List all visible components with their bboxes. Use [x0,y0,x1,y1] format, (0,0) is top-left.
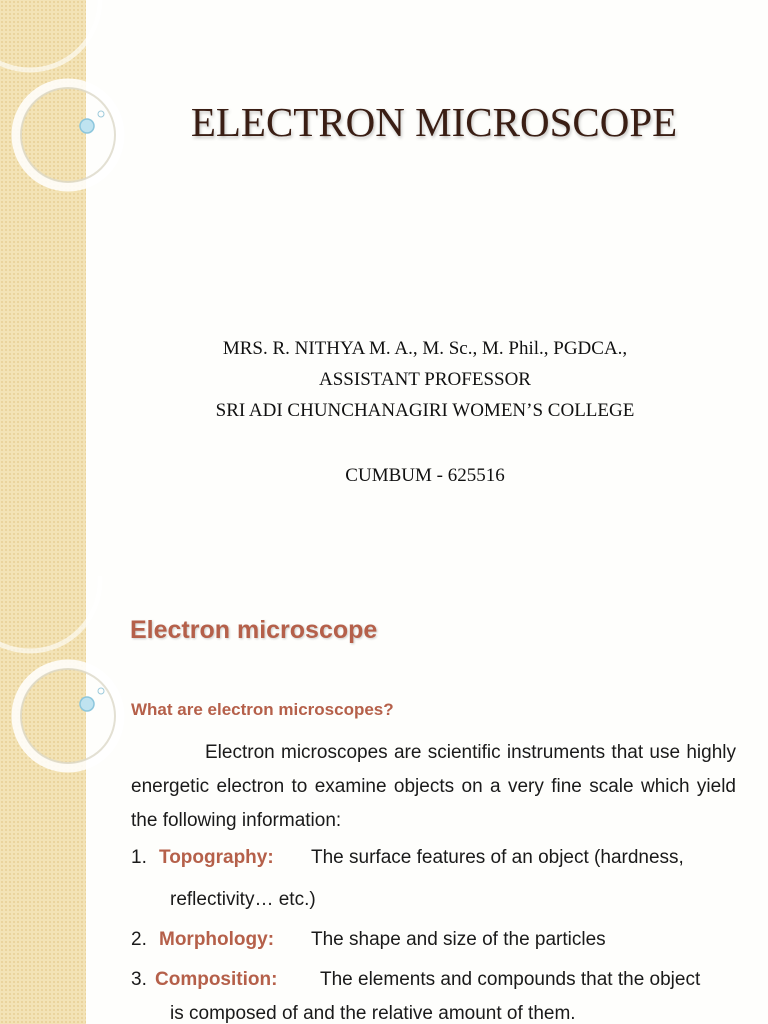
intro-text: Electron microscopes are scientific instruments that use highly energetic electron to examine objects on a very fine scale which yield the following information: [131,742,736,831]
college-line: SRI ADI CHUNCHANAGIRI WOMEN’S COLLEGE [215,400,635,421]
content-slide [0,576,768,1024]
location-line: CUMBUM - 625516 [345,465,505,486]
item-term: Topography: [159,847,274,868]
item-number: 1. [131,847,147,868]
list-item [131,847,736,869]
item-number: 3. [131,969,147,990]
item-term: Morphology: [159,929,275,950]
item-number: 2. [131,929,147,950]
slide-heading: Electron microscope [130,616,378,644]
slide-title: ELECTRON MICROSCOPE [190,99,678,145]
item-continuation: reflectivity… etc.) [170,889,316,910]
item-description: The elements and compounds that the object [320,969,701,990]
item-term: Composition: [155,969,278,990]
bullet-dot-icon [80,697,94,711]
list-item [131,929,736,951]
decorative-rings [0,0,140,220]
author-line: MRS. R. NITHYA M. A., M. Sc., M. Phil., PGDCA., [222,338,628,359]
bullet-dot-icon [80,119,94,133]
list-item [131,969,736,991]
item-description: The surface features of an object (hardness, [311,847,684,868]
item-continuation: is composed of and the relative amount of them. [170,1003,576,1024]
item-description: The shape and size of the particles [311,929,606,950]
decorative-rings [0,576,140,816]
position-line: ASSISTANT PROFESSOR [319,369,531,390]
question-heading: What are electron microscopes? [131,700,394,719]
intro-paragraph [131,736,736,838]
